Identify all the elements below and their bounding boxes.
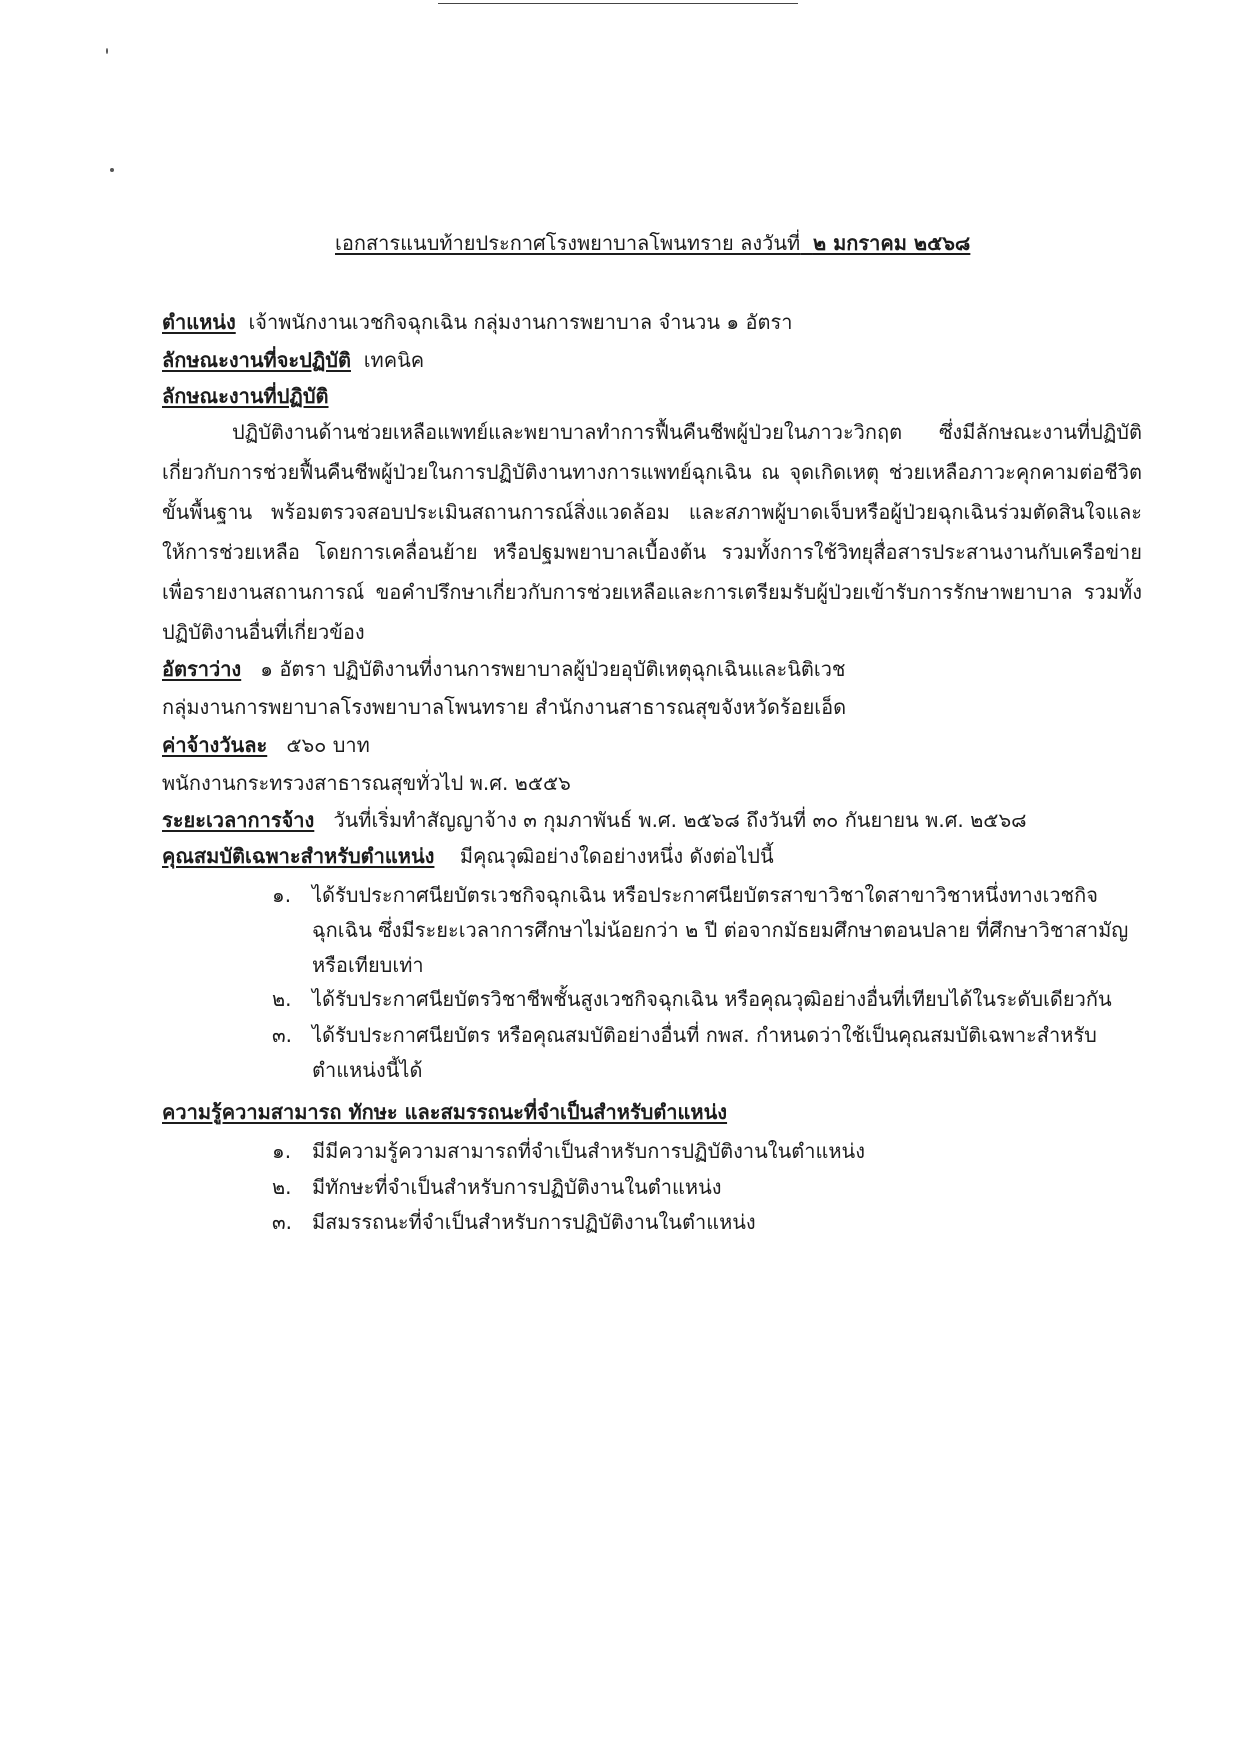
competency-text: มีสมรรถนะที่จำเป็นสำหรับการปฏิบัติงานในตำแหน่ง	[312, 1210, 756, 1234]
competency-label: ความรู้ความสามารถ ทักษะ และสมรรถนะที่จำเป็นสำหรับตำแหน่ง	[162, 1100, 728, 1124]
qualification-text: ได้รับประกาศนียบัตร หรือคุณสมบัติอย่างอื่นที่ กพส. กำหนดว่าใช้เป็นคุณสมบัติเฉพาะสำหรับตำแหน่งนี้ได้	[312, 1023, 1097, 1082]
job-type-label: ลักษณะงานที่จะปฏิบัติ	[162, 348, 351, 372]
qualification-num: ๒.	[272, 987, 292, 1011]
scan-artifact-line	[438, 3, 798, 4]
job-type-line	[162, 346, 424, 374]
job-type-value: เทคนิค	[363, 348, 425, 372]
competency-item	[272, 1205, 1142, 1240]
scan-speck	[106, 48, 108, 54]
qualification-text: ได้รับประกาศนียบัตรเวชกิจฉุกเฉิน หรือประกาศนียบัตรสาขาวิชาใดสาขาวิชาหนึ่งทางเวชกิจฉุกเฉิน ซึ่งมีระยะเวลาการศึกษาไม่น้อยกว่า ๒ ปี ต่อจากมัธยมศึกษาตอนปลาย ที่ศึกษาวิชาสามัญ หรือเทียบเท่า	[312, 883, 1129, 977]
document-heading	[335, 229, 970, 257]
wage-value: ๕๖๐ บาท	[286, 733, 370, 757]
vacancy-label: อัตราว่าง	[162, 657, 242, 681]
competency-num: ๓.	[272, 1210, 293, 1234]
competency-text: มีทักษะที่จำเป็นสำหรับการปฏิบัติงานในตำแหน่ง	[312, 1175, 722, 1199]
position-value: เจ้าพนักงานเวชกิจฉุกเฉิน กลุ่มงานการพยาบาล จำนวน ๑ อัตรา	[248, 310, 793, 334]
qualification-item	[272, 1018, 1142, 1088]
competency-text: มีมีความรู้ความสามารถที่จำเป็นสำหรับการปฏิบัติงานในตำแหน่ง	[312, 1139, 865, 1163]
qualification-item	[272, 982, 1142, 1017]
duties-label: ลักษณะงานที่ปฏิบัติ	[162, 384, 329, 408]
wage-line	[162, 731, 370, 759]
competency-item	[272, 1170, 1142, 1205]
competency-item	[272, 1134, 1142, 1169]
qualification-line	[162, 842, 774, 870]
heading-prefix: เอกสารแนบท้ายประกาศโรงพยาบาลโพนทราย ลงวันที่	[335, 231, 801, 255]
vacancy-line-2: กลุ่มงานการพยาบาลโรงพยาบาลโพนทราย สำนักงานสาธารณสุขจังหวัดร้อยเอ็ด	[162, 695, 847, 719]
period-line	[162, 806, 1027, 834]
period-label: ระยะเวลาการจ้าง	[162, 808, 315, 832]
heading-date: ๒ มกราคม ๒๕๖๘	[812, 231, 971, 255]
employee-type: พนักงานกระทรวงสาธารณสุขทั่วไป พ.ศ. ๒๕๕๖	[162, 771, 571, 795]
wage-label: ค่าจ้างวันละ	[162, 733, 268, 757]
qualification-num: ๑.	[272, 883, 292, 907]
competency-num: ๒.	[272, 1175, 292, 1199]
duties-paragraph: ปฏิบัติงานด้านช่วยเหลือแพทย์และพยาบาลทำการฟื้นคืนชีพผู้ป่วยในภาวะวิกฤต ซึ่งมีลักษณะงานที่ปฏิบัติเกี่ยวกับการช่วยฟื้นคืนชีพผู้ป่วยในการปฏิบัติงานทางการแพทย์ฉุกเฉิน ณ จุดเกิดเหตุ ช่วยเหลือภาวะคุกคามต่อชีวิตขั้นพื้นฐาน พร้อมตรวจสอบประเมินสถานการณ์สิ่งแวดล้อม และสภาพผู้บาดเจ็บหรือผู้ป่วยฉุกเฉินร่วมตัดสินใจและให้การช่วยเหลือ โดยการเคลื่อนย้าย หรือปฐมพยาบาลเบื้องต้น รวมทั้งการใช้วิทยุสื่อสารประสานงานกับเครือข่าย เพื่อรายงานสถานการณ์ ขอคำปรึกษาเกี่ยวกับการช่วยเหลือและการเตรียมรับผู้ป่วยเข้ารับการรักษาพยาบาล รวมทั้งปฏิบัติงานอื่นที่เกี่ยวข้อง	[162, 420, 1142, 644]
vacancy-value: ๑ อัตรา ปฏิบัติงานที่งานการพยาบาลผู้ป่วยอุบัติเหตุฉุกเฉินและนิติเวช	[260, 657, 846, 681]
scan-speck	[110, 168, 114, 172]
position-line	[162, 308, 792, 336]
period-value: วันที่เริ่มทำสัญญาจ้าง ๓ กุมภาพันธ์ พ.ศ. ๒๕๖๘ ถึงวันที่ ๓๐ กันยายน พ.ศ. ๒๕๖๘	[333, 808, 1027, 832]
position-label: ตำแหน่ง	[162, 310, 236, 334]
qualification-intro: มีคุณวุฒิอย่างใดอย่างหนึ่ง ดังต่อไปนี้	[459, 844, 774, 868]
qualification-item	[272, 878, 1142, 983]
qualification-num: ๓.	[272, 1023, 293, 1047]
vacancy-line	[162, 655, 846, 683]
qualification-label: คุณสมบัติเฉพาะสำหรับตำแหน่ง	[162, 844, 435, 868]
competency-num: ๑.	[272, 1139, 292, 1163]
qualification-text: ได้รับประกาศนียบัตรวิชาชีพชั้นสูงเวชกิจฉุกเฉิน หรือคุณวุฒิอย่างอื่นที่เทียบได้ในระดับเดียวกัน	[312, 987, 1112, 1011]
